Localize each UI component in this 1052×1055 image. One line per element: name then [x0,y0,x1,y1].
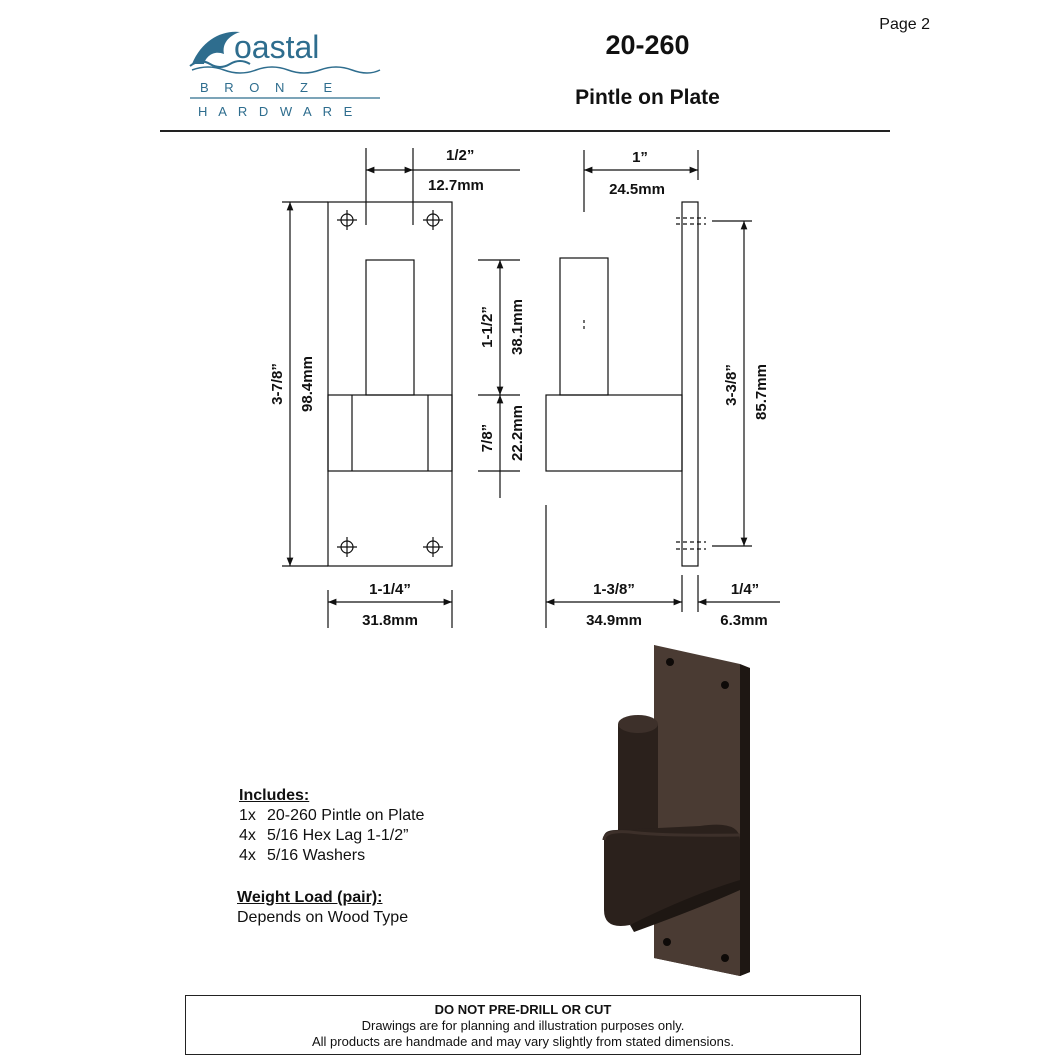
front-pin-outline [366,260,414,395]
item-desc: 20-260 Pintle on Plate [267,807,425,824]
item-desc: 5/16 Hex Lag 1-1/2” [267,827,409,844]
item-qty: 4x [239,847,256,864]
model-title: Pintle on Plate [575,86,720,109]
dim-front-width-mm: 31.8mm [362,612,418,629]
dim-side-spacing-in: 3-3/8” [723,364,740,406]
dim-side-offset-in: 1” [632,149,648,166]
front-plate-outline [328,202,452,566]
disclaimer-line1: Drawings are for planning and illustration purposes only. [361,1018,685,1033]
weight-heading: Weight Load (pair): [237,889,383,906]
dim-front-width-in: 1-1/4” [369,581,411,598]
dim-side-projection-mm: 34.9mm [586,612,642,629]
screw-hole-icon [423,537,443,557]
screw-hole-icon [337,537,357,557]
dim-front-spacing-mm: 12.7mm [428,177,484,194]
includes-heading: Includes: [239,787,310,804]
weight-section [237,888,408,928]
dim-front-height-mm: 98.4mm [299,356,316,412]
dim-pin-length-mm: 38.1mm [509,299,526,355]
dim-front-spacing-in: 1/2” [446,147,475,164]
dim-thickness-mm: 6.3mm [720,612,768,629]
dim-front-height-in: 3-7/8” [269,363,286,405]
item-qty: 1x [239,807,256,824]
model-number: 20-260 [605,30,690,60]
logo-line3: H A R D W A R E [198,104,357,119]
dim-side-spacing-mm: 85.7mm [753,364,770,420]
dim-knuckle-mm: 22.2mm [509,405,526,461]
disclaimer-box [185,995,861,1055]
weight-value: Depends on Wood Type [237,909,409,926]
front-knuckle-outline [328,395,452,471]
disclaimer-warning: DO NOT PRE-DRILL OR CUT [434,1002,612,1017]
screw-hole-icon [337,210,357,230]
item-desc: 5/16 Washers [267,847,366,864]
item-qty: 4x [239,827,256,844]
list-item [239,826,424,846]
side-plate-outline [682,202,698,566]
logo-brand-text: oastal [234,29,320,65]
page-label: Page 2 [879,16,930,33]
list-item [239,806,424,826]
dim-thickness-in: 1/4” [730,581,760,598]
dim-side-offset-mm: 24.5mm [609,181,665,198]
logo-line2: B R O N Z E [200,80,339,95]
includes-section [239,786,424,866]
screw-hole-icon [423,210,443,230]
dim-knuckle-in: 7/8” [479,423,496,453]
disclaimer-line2: All products are handmade and may vary slightly from stated dimensions. [312,1034,734,1049]
list-item [239,846,424,866]
side-knuckle-outline [546,395,682,471]
product-render-image [590,640,760,980]
dim-side-projection-in: 1-3/8” [593,581,635,598]
front-view [282,148,520,628]
side-view [546,150,780,628]
dim-pin-length-in: 1-1/2” [479,306,496,348]
